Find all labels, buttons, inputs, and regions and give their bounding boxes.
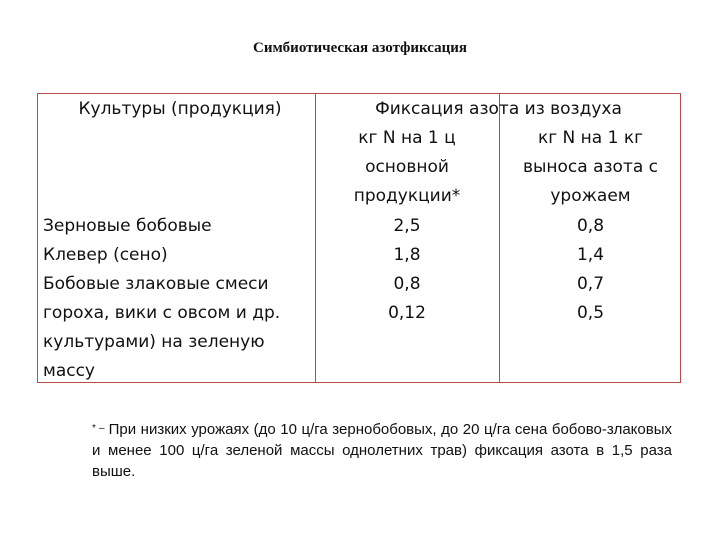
- footnote-mark: * –: [92, 423, 105, 434]
- value-cell: 0,8: [393, 274, 421, 294]
- value-cell: 1,4: [576, 245, 605, 265]
- value-cell: 1,8: [393, 245, 421, 265]
- crops-column-header: Культуры (продукция): [78, 99, 282, 119]
- fixation-group-header: Фиксация азота из воздуха: [375, 99, 622, 119]
- per-kg-column-header: [499, 124, 682, 211]
- crops-list: [43, 212, 315, 386]
- crop-line: массу: [43, 361, 95, 381]
- per-centner-column-header: [315, 124, 499, 211]
- value-cell: 0,8: [576, 216, 605, 236]
- header-line: кг N на 1 ц: [358, 128, 456, 148]
- header-line: основной: [365, 157, 449, 177]
- page-title: Симбиотическая азотфиксация: [252, 40, 468, 56]
- nitrogen-fixation-table: [37, 93, 681, 383]
- value-cell: 0,12: [388, 303, 426, 323]
- footnote-text: При низких урожаях (до 10 ц/га зернобобовых, до 20 ц/га сена бобово-злаковых и менее 100 ц/га зеленой массы однолетних трав) фиксация азота в 1,5 раза выше.: [92, 421, 672, 480]
- value-cell: 2,5: [393, 216, 421, 236]
- value-cell: 0,5: [576, 303, 605, 323]
- crop-line: Клевер (сено): [43, 245, 168, 265]
- crop-line: Бобовые злаковые смеси: [43, 274, 269, 294]
- header-line: кг N на 1 кг: [537, 128, 644, 148]
- per-centner-values: [315, 212, 499, 328]
- header-line: продукции*: [353, 186, 461, 206]
- header-line: урожаем: [550, 186, 631, 206]
- footnote: [92, 418, 672, 482]
- crop-line: культурами) на зеленую: [43, 332, 265, 352]
- crop-line: Зерновые бобовые: [43, 216, 212, 236]
- per-kg-values: [499, 212, 682, 328]
- value-cell: 0,7: [576, 274, 605, 294]
- crop-line: гороха, вики с овсом и др.: [43, 303, 281, 323]
- header-line: выноса азота с: [522, 157, 659, 177]
